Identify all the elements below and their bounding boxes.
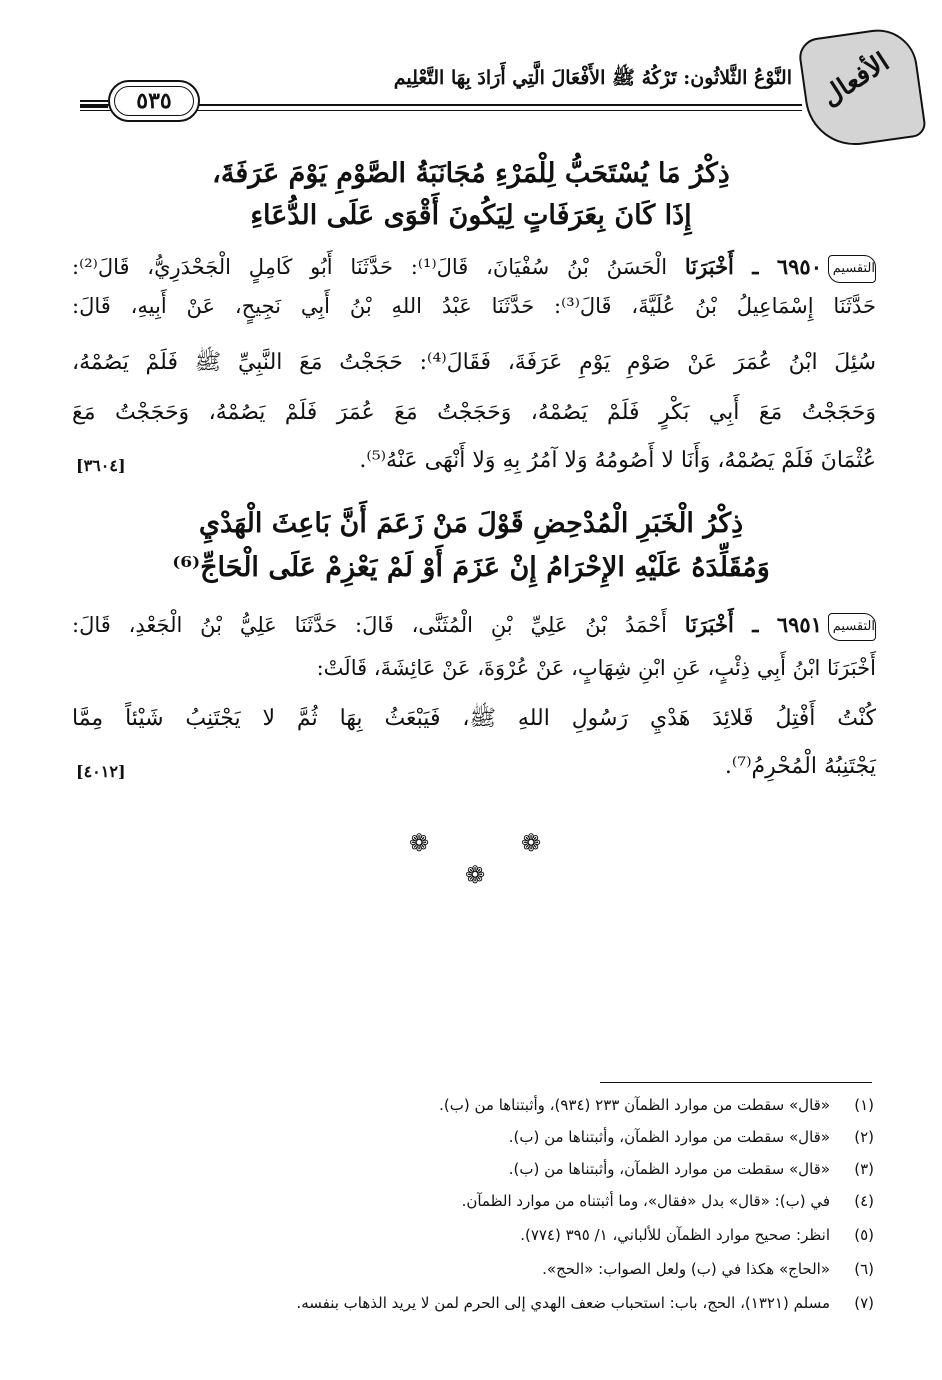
footnote-number: (٤) [854, 1192, 874, 1210]
page-number: ٥٣٥ [114, 86, 194, 116]
footnote-number: (٣) [854, 1160, 874, 1178]
ornament-icon: ❁ [464, 861, 486, 889]
footnote [60, 1226, 874, 1244]
footnote-number: (٢) [854, 1128, 874, 1146]
isnad-line: حَدَّثَنَا إِسْمَاعِيلُ بْنُ عُلَيَّةَ، قَالَ⁽³⁾: حَدَّثَنَا عَبْدُ اللهِ بْنُ أَبِي نَجِيحٍ، عَنْ أَبِيهِ، قَالَ: [72, 294, 876, 318]
footnote-text: مسلم (١٣٢١)، الحج، باب: استحباب ضعف الهدي إلى الحرم لمن لا يريد الذهاب بنفسه. [296, 1294, 830, 1312]
footnote [60, 1128, 874, 1146]
page-number-box [108, 80, 200, 122]
matn-line: وَحَجَجْتُ مَعَ أَبِي بَكْرٍ فَلَمْ يَصُمْهُ، وَحَجَجْتُ مَعَ عُمَرَ فَلَمْ يَصُمْهُ، وَحَجَجْتُ مَعَ [72, 400, 876, 425]
cross-reference: [٤٠١٢] [76, 762, 126, 781]
footnote [60, 1160, 874, 1178]
page-header [0, 0, 942, 140]
footnote-text: «قال» سقطت من موارد الظمآن، وأثبتناها من (ب). [508, 1160, 830, 1178]
header-rule [80, 100, 108, 102]
matn-line: كُنْتُ أَفْتِلُ قَلائِدَ هَدْيِ رَسُولِ اللهِ ﷺ، فَيَبْعَثُ بِهَا ثُمَّ لا يَجْتَنِبُ شَيْئاً مِمَّا [72, 706, 876, 731]
matn-line: يَجْتَنِبُهُ الْمُحْرِمُ⁽⁷⁾. [724, 754, 876, 779]
section-heading: ذِكْرُ مَا يُسْتَحَبُّ لِلْمَرْءِ مُجَانَبَةُ الصَّوْمِ يَوْمَ عَرَفَةَ، [212, 158, 730, 189]
footnote-text: انظر: صحيح موارد الظمآن للألباني، ١/ ٣٩٥ (٧٧٤). [520, 1226, 830, 1244]
matn-line: سُئِلَ ابْنُ عُمَرَ عَنْ صَوْمِ يَوْمِ عَرَفَةَ، فَقَالَ⁽⁴⁾: حَجَجْتُ مَعَ النَّبِيِّ ﷺ فَلَمْ يَصُمْهُ، [72, 350, 876, 375]
footnote-text: «قال» سقطت من موارد الظمآن ٢٣٣ (٩٣٤)، وأثبتناها من (ب). [439, 1096, 830, 1114]
chapter-corner-badge [797, 24, 927, 151]
hadith-badge-icon: التقسيم [828, 613, 876, 641]
footnote-number: (٥) [854, 1226, 874, 1244]
cross-reference: [٣٦٠٤] [76, 456, 126, 475]
isnad-line: أَخْبَرَنَا ابْنُ أَبِي ذِئْبٍ، عَنِ ابْنِ شِهَابٍ، عَنْ عُرْوَةَ، عَنْ عَائِشَةَ، قَالَتْ: [316, 656, 876, 680]
isnad-text: أَحْمَدُ بْنُ عَلِيِّ بْنِ الْمُثَنَّى، قَالَ: حَدَّثَنَا عَلِيُّ بْنُ الْجَعْدِ، قَالَ: [72, 613, 667, 637]
footnote-number: (٦) [854, 1260, 874, 1278]
footnote [60, 1096, 874, 1114]
hadith-number: ٦٩٥١ ـ أَخْبَرَنَا [684, 612, 822, 637]
section-heading: وَمُقَلِّدَهُ عَلَيْهِ الإِحْرَامُ إِنْ عَزَمَ أَوْ لَمْ يَعْزِمْ عَلَى الْحَاجِّ⁽⁶⁾ [172, 552, 770, 583]
isnad-text: الْحَسَنُ بْنُ سُفْيَانَ، قَالَ⁽¹⁾: حَدَّثَنَا أَبُو كَامِلٍ الْجَحْدَرِيُّ، قَالَ⁽²⁾: [72, 255, 668, 279]
footnote-number: (٧) [854, 1294, 874, 1312]
footnote-separator [600, 1082, 872, 1083]
footnote [60, 1192, 874, 1210]
section-heading: ذِكْرُ الْخَبَرِ الْمُدْحِضِ قَوْلَ مَنْ زَعَمَ أَنَّ بَاعِثَ الْهَدْيِ [198, 508, 744, 539]
running-title: النَّوْعُ الثَّلاثُون: تَرْكُهُ ﷺ الأَفْعَالَ الَّتِي أَرَادَ بِهَا التَّعْلِيم [393, 67, 792, 89]
section-heading: إِذَا كَانَ بِعَرَفَاتٍ لِيَكُونَ أَقْوَى عَلَى الدُّعَاءِ [250, 200, 692, 231]
header-rule [80, 106, 108, 108]
hadith-number: ٦٩٥٠ ـ أَخْبَرَنَا [684, 254, 822, 279]
footnote [60, 1260, 874, 1278]
footnote-number: (١) [854, 1096, 874, 1114]
isnad-line [72, 254, 876, 283]
matn-line: عُثْمَانَ فَلَمْ يَصُمْهُ، وَأَنَا لا أَصُومُهُ وَلا آمُرُ بِهِ وَلا أَنْهَى عَنْهُ⁽⁵⁾. [359, 448, 876, 473]
chapter-corner-label: الأفعال [816, 47, 895, 113]
hadith-badge-icon: التقسيم [828, 255, 876, 283]
ornament-icon: ❁ [408, 829, 430, 857]
footnote-text: «قال» سقطت من موارد الظمآن، وأثبتناها من (ب). [508, 1128, 830, 1146]
ornament-icon: ❁ [520, 829, 542, 857]
footnote-text: «الحاج» هكذا في (ب) ولعل الصواب: «الحج». [542, 1260, 830, 1278]
footnote [60, 1294, 874, 1312]
footnote-text: في (ب): «قال» بدل «فقال»، وما أثبتناه من موارد الظمآن. [461, 1192, 830, 1210]
isnad-line [72, 612, 876, 641]
